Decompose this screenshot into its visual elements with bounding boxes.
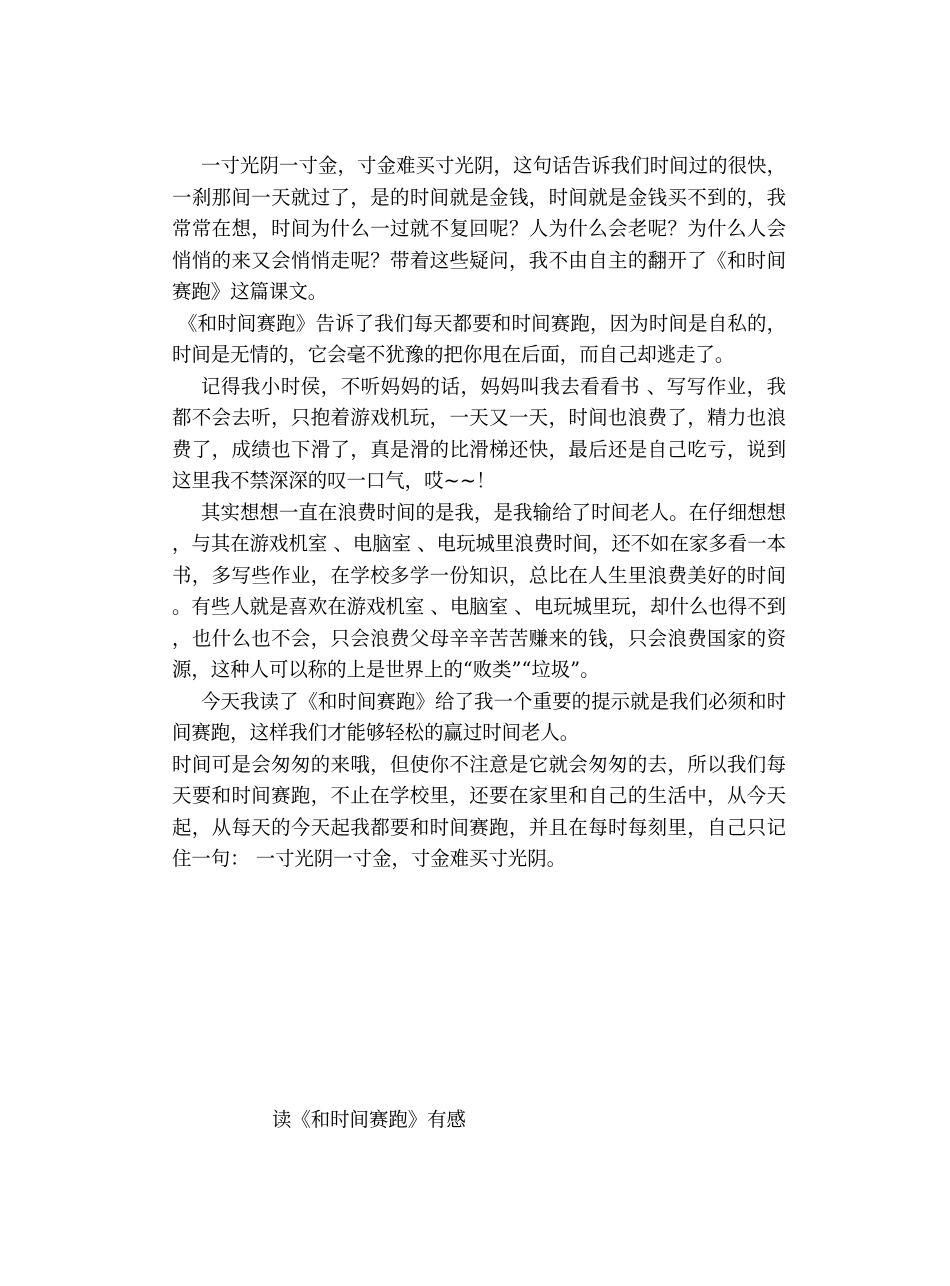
paragraph-1: 一寸光阴一寸金，寸金难买寸光阴，这句话告诉我们时间过的很快，一刹那间一天就过了，是的时间就是金钱，时间就是金钱买不到的，我常常在想，时间为什么一过就不复回呢？人为什么会老呢？为什么人会悄悄的来又会悄悄走呢？带着这些疑问，我不由自主的翻开了《和时间赛跑》这篇课文。: [172, 154, 786, 303]
paragraph-6: 时间可是会匆匆的来哦，但使你不注意是它就会匆匆的去，所以我们每天要和时间赛跑，不止在学校里，还要在家里和自己的生活中，从今天起，从每天的今天起我都要和时间赛跑，并且在每时每刻里，自己只记住一句： 一寸光阴一寸金，寸金难买寸光阴。: [172, 752, 786, 870]
essay-title: 读《和时间赛跑》有感: [272, 1108, 466, 1131]
paragraph-3: 记得我小时侯，不听妈妈的话，妈妈叫我去看看书 、写写作业，我都不会去听，只抱着游戏机玩，一天又一天，时间也浪费了，精力也浪费了，成绩也下滑了，真是滑的比滑梯还快，最后还是自己吃亏，说到这里我不禁深深的叹一口气，哎~~！: [172, 374, 786, 492]
paragraph-4: 其实想想一直在浪费时间的是我，是我输给了时间老人。在仔细想想，与其在游戏机室 、电脑室 、电玩城里浪费时间，还不如在家多看一本书，多写些作业，在学校多学一份知识，总比在人生里浪费美好的时间。有些人就是喜欢在游戏机室 、电脑室 、电玩城里玩，却什么也得不到，也什么也不会，只会浪费父母辛辛苦苦赚来的钱，只会浪费国家的资源，这种人可以称的上是世界上的“败类”“垃圾”。: [172, 500, 786, 681]
paragraph-5: 今天我读了《和时间赛跑》给了我一个重要的提示就是我们必须和时间赛跑，这样我们才能够轻松的赢过时间老人。: [172, 689, 786, 744]
paragraph-2: 《和时间赛跑》告诉了我们每天都要和时间赛跑，因为时间是自私的，时间是无情的，它会毫不犹豫的把你甩在后面，而自己却逃走了。: [172, 311, 786, 366]
essay-body: [172, 150, 786, 875]
